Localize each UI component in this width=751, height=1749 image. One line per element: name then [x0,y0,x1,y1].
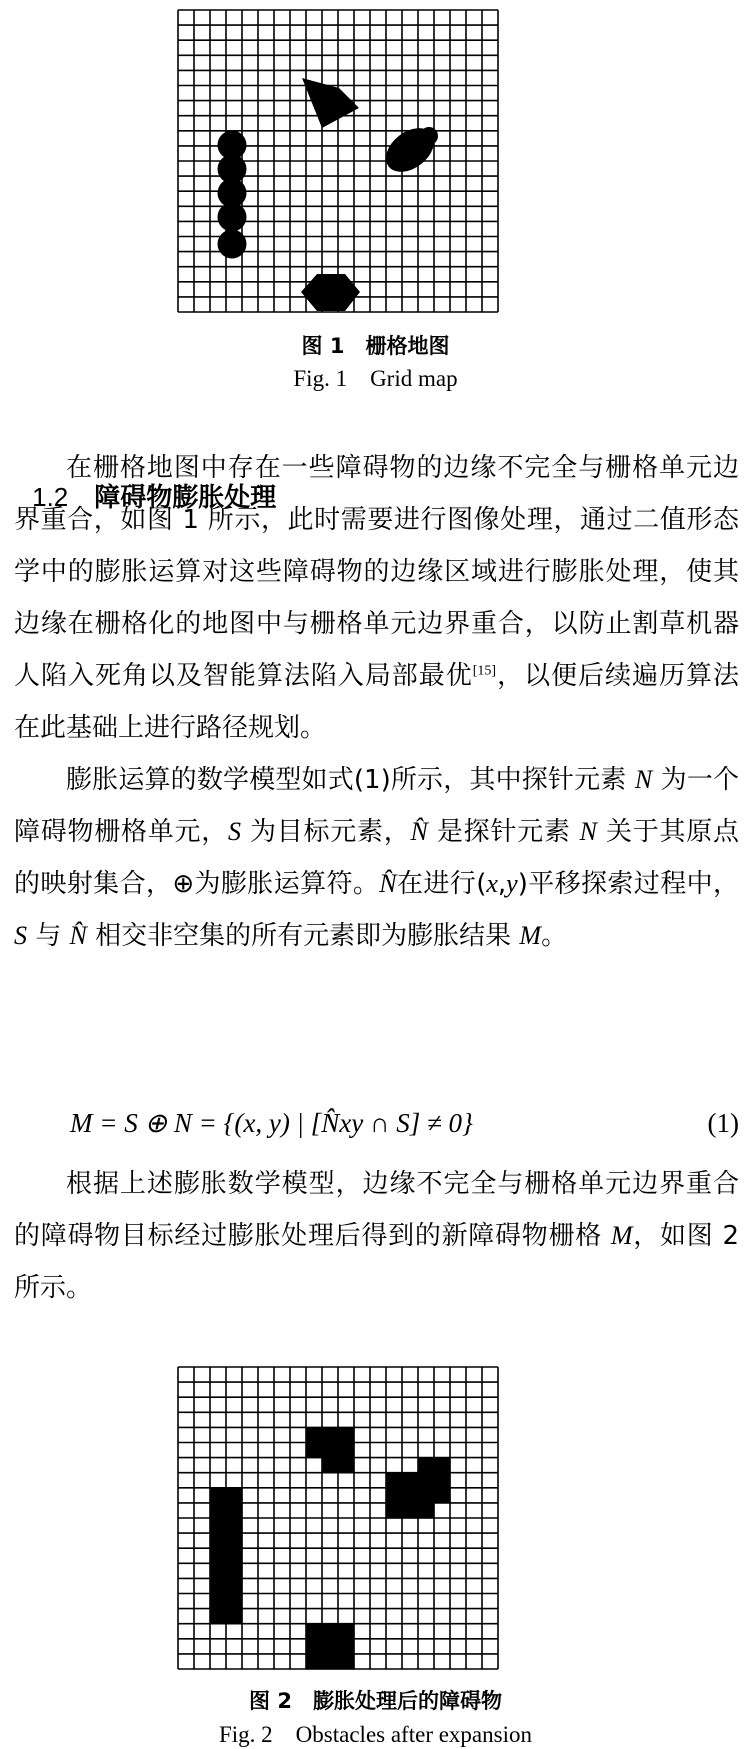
obstacle-hexagon [301,274,360,311]
text-run: 为目标元素， [241,817,411,847]
obstacle-cell [418,1503,435,1519]
obstacle-cell [338,1427,355,1443]
figure-2-expanded-obstacles [177,1366,499,1670]
obstacle-cell [338,1624,355,1640]
paragraph-1-text: 在栅格地图中存在一些障碍物的边缘不完全与栅格单元边界重合，如图 1 所示，此时需要进行图像处理，通过二值形态学中的膨胀运算对这些障碍物的边缘区域进行膨胀处理，使其边缘在栅格化的地图中与栅格单元边界重合，以防止割草机器人陷入死角以及智能算法陷入局部最优 [14,453,739,691]
obstacle-cell [338,1443,355,1459]
obstacle-cell [306,1443,323,1459]
obstacle-cell [210,1548,227,1564]
math-var: N [634,765,653,794]
figure-1-caption-cn: 图 1 栅格地图 [301,334,450,358]
obstacle-cell [322,1458,339,1474]
text-run: 在进行( [396,869,487,899]
text-run: 与 [27,921,70,951]
math-var: S [14,921,27,950]
math-var: N̂ [69,921,87,950]
obstacle-cell [338,1458,355,1474]
obstacle-cell [226,1533,243,1549]
obstacle-cell [226,1488,243,1504]
obstacle-ellipse [420,127,438,145]
text-run: 膨胀运算的数学模型如式(1)所示，其中探针元素 [66,765,635,795]
citation-15: [15] [472,663,497,679]
obstacle-cell [386,1488,403,1504]
equation-number: (1) [707,1108,739,1138]
obstacle-cell [434,1473,451,1489]
obstacle-cell [306,1654,323,1670]
text-run: 关于其原点的映射集合，⊕为膨胀运算符。 [14,817,739,899]
math-var: M [519,921,542,950]
obstacle-cell [386,1473,403,1489]
obstacle-cell [226,1609,243,1625]
obstacle-cell [210,1578,227,1594]
obstacle-cell [210,1518,227,1534]
text-run: 是探针元素 [427,817,580,847]
paragraph-3 [14,1158,739,1314]
obstacle-cell [418,1473,435,1489]
equation-expression: M = S ⊕ N = {(x, y) | [N̂xy ∩ S] ≠ 0} [70,1108,473,1138]
math-var: x [486,869,498,898]
text-run: 根据上述膨胀数学模型，边缘不完全与栅格单元边界重合的障碍物目标经过膨胀处理后得到的新障碍物栅格 [14,1169,739,1251]
obstacle-cell [226,1563,243,1579]
paragraph-1-text-after: ，以便后续遍历算法在此基础上进行路径规划。 [14,661,739,743]
obstacle-cell [434,1458,451,1474]
obstacle-cell [322,1654,339,1670]
obstacle-cell [402,1473,419,1489]
obstacle-cell [402,1488,419,1504]
obstacle-cell [322,1639,339,1655]
math-var: N [579,817,597,846]
obstacle-cell [338,1654,355,1670]
text-run: 。 [541,921,568,951]
math-var: S [228,817,241,846]
obstacle-cell [210,1609,227,1625]
section-title: 障碍物膨胀处理 [94,483,277,513]
obstacle-cell [322,1427,339,1443]
obstacle-cell [210,1488,227,1504]
obstacle-cell [306,1639,323,1655]
obstacle-cell [434,1488,451,1504]
paragraph-1 [14,442,739,754]
math-var: M [610,1221,633,1250]
figure-2-caption-en: Fig. 2 Obstacles after expansion [219,1722,532,1747]
math-var: N̂ [410,817,428,846]
text-run: ，如图 2 所示。 [14,1221,740,1303]
section-number: 1.2 [32,482,69,512]
obstacle-cell [226,1503,243,1519]
text-run: 为一个障碍物栅格单元， [14,765,739,847]
math-var: N̂ [379,869,397,898]
figure-1-grid-map [177,9,499,313]
text-run: 相交非空集的所有元素即为膨胀结果 [86,921,520,951]
equation-1 [70,1100,739,1150]
obstacle-cell [306,1427,323,1443]
math-var: y [506,869,518,898]
obstacle-cell [338,1639,355,1655]
paragraph-2 [14,754,739,962]
obstacle-cell [386,1503,403,1519]
obstacle-cell [402,1503,419,1519]
obstacle-cell [210,1563,227,1579]
obstacle-cell [306,1624,323,1640]
figure-2-caption-cn: 图 2 膨胀处理后的障碍物 [249,1689,502,1713]
obstacle-cell [322,1624,339,1640]
text-run: )平移探索过程中， [517,869,739,899]
obstacle-cell [226,1594,243,1610]
obstacle-cell [226,1518,243,1534]
obstacle-cell [210,1533,227,1549]
text-run: , [497,869,507,899]
figure-1-caption-en: Fig. 1 Grid map [293,366,458,391]
obstacle-cell [210,1594,227,1610]
obstacle-cell [210,1503,227,1519]
obstacle-cell [322,1443,339,1459]
obstacle-cell [418,1458,435,1474]
obstacle-cell [226,1548,243,1564]
obstacle-cell [418,1488,435,1504]
obstacle-cell [226,1578,243,1594]
